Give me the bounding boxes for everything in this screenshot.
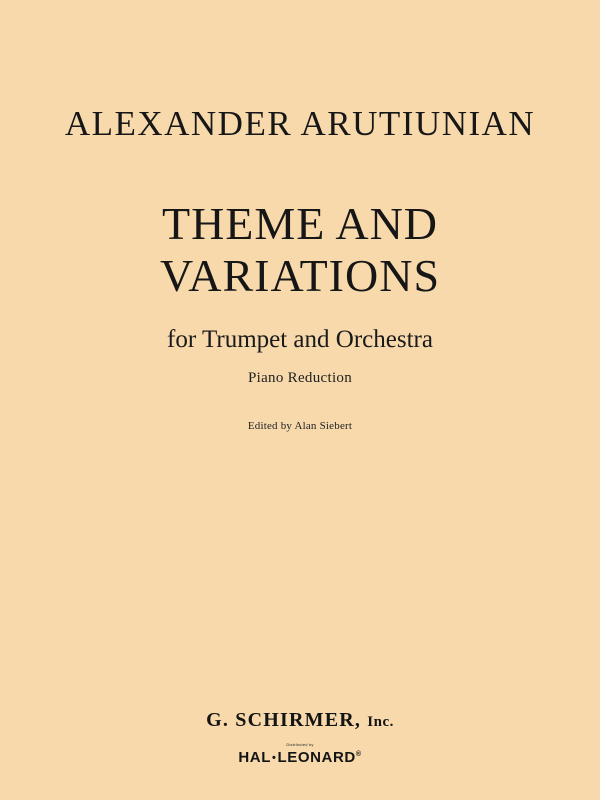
- instrumentation-subtitle: for Trumpet and Orchestra: [167, 326, 433, 353]
- composer-name: ALEXANDER ARUTIUNIAN: [64, 104, 536, 143]
- publisher-name-suffix: Inc.: [367, 714, 394, 730]
- editor-credit: Edited by Alan Siebert: [247, 420, 353, 432]
- distributor-note: Distributed by: [286, 742, 314, 747]
- title-line-2: VARIATIONS: [159, 250, 441, 301]
- hal-leonard-second: LEONARD: [277, 749, 356, 766]
- publisher-name-main: G. SCHIRMER,: [206, 709, 362, 731]
- registered-trademark-icon: ®: [355, 751, 362, 758]
- page-title: [0, 198, 600, 302]
- publisher-block: [0, 709, 600, 732]
- distributor-block: [0, 742, 600, 767]
- hal-leonard-first: HAL: [238, 749, 272, 766]
- hal-leonard-separator: •: [272, 752, 277, 765]
- title-line-1: THEME AND: [161, 198, 439, 249]
- publisher-name: [206, 709, 394, 731]
- hal-leonard-logo: [238, 749, 361, 766]
- arrangement-note: Piano Reduction: [247, 370, 353, 386]
